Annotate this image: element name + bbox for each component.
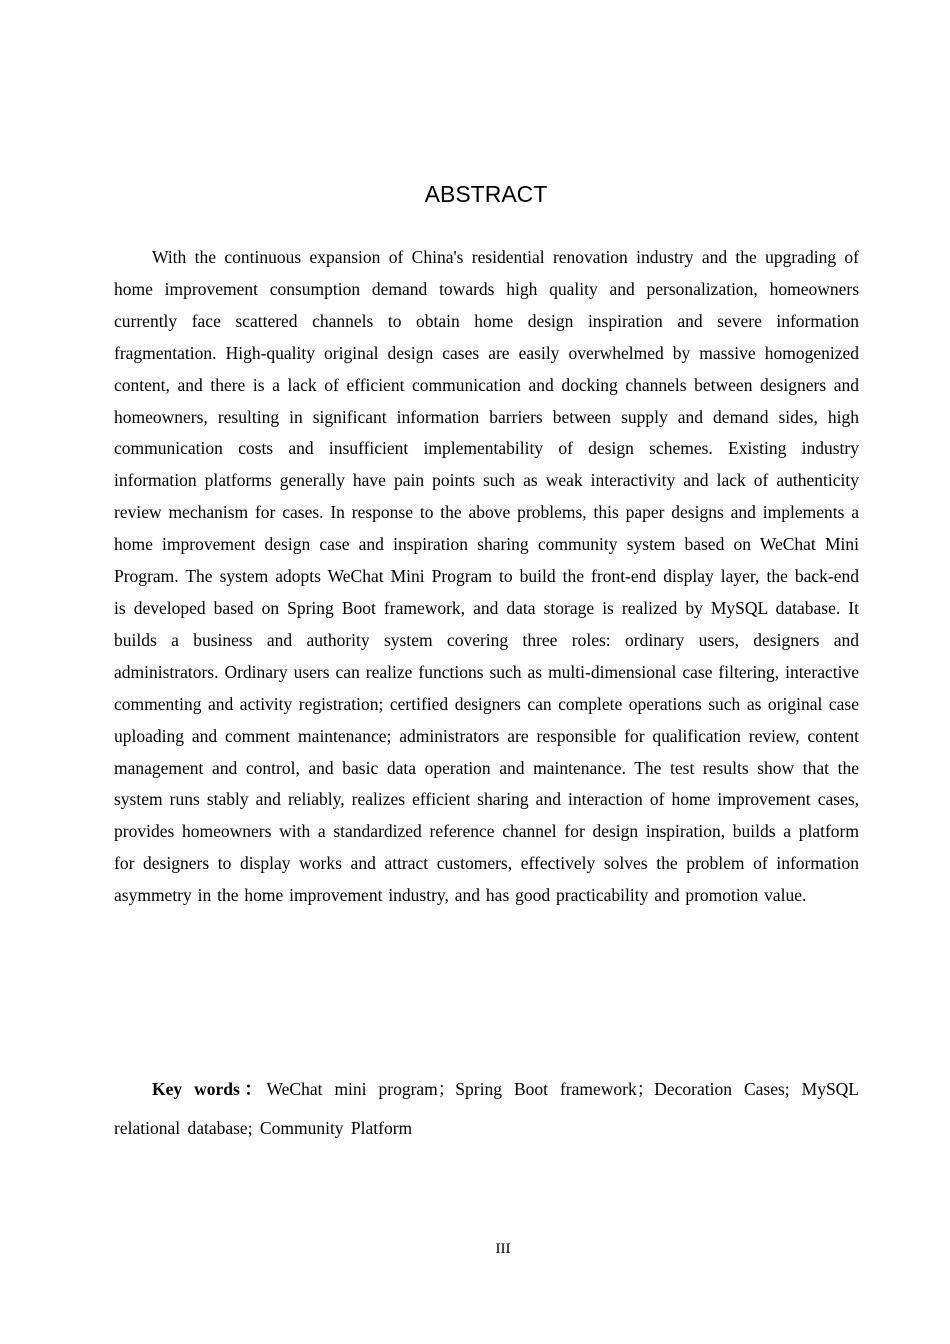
keywords-label: Key words： (152, 1079, 267, 1099)
keywords-paragraph (114, 1070, 859, 1148)
keywords-list: WeChat mini program；Spring Boot framework；Decoration Cases; MySQL relational database; Community Platform (114, 1079, 859, 1138)
abstract-title: ABSTRACT (424, 181, 548, 207)
abstract-body-paragraph: With the continuous expansion of China's residential renovation industry and the upgrading of home improvement consumption demand towards high quality and personalization, homeowners currently face scattered channels to obtain home design inspiration and severe information fragmentation. High-quality original design cases are easily overwhelmed by massive homogenized content, and there is a lack of efficient communication and docking channels between designers and homeowners, resulting in significant information barriers between supply and demand sides, high communication costs and insufficient implementability of design schemes. Existing industry information platforms generally have pain points such as weak interactivity and lack of authenticity review mechanism for cases. In response to the above problems, this paper designs and implements a home improvement design case and inspiration sharing community system based on WeChat Mini Program. The system adopts WeChat Mini Program to build the front-end display layer, the back-end is developed based on Spring Boot framework, and data storage is realized by MySQL database. It builds a business and authority system covering three roles: ordinary users, designers and administrators. Ordinary users can realize functions such as multi-dimensional case filtering, interactive commenting and activity registration; certified designers can complete operations such as original case uploading and comment maintenance; administrators are responsible for qualification review, content management and control, and basic data operation and maintenance. The test results show that the system runs stably and reliably, realizes efficient sharing and interaction of home improvement cases, provides homeowners with a standardized reference channel for design inspiration, builds a platform for designers to display works and attract customers, effectively solves the problem of information asymmetry in the home improvement industry, and has good practicability and promotion value. (114, 247, 859, 906)
page-number: III (495, 1241, 511, 1257)
